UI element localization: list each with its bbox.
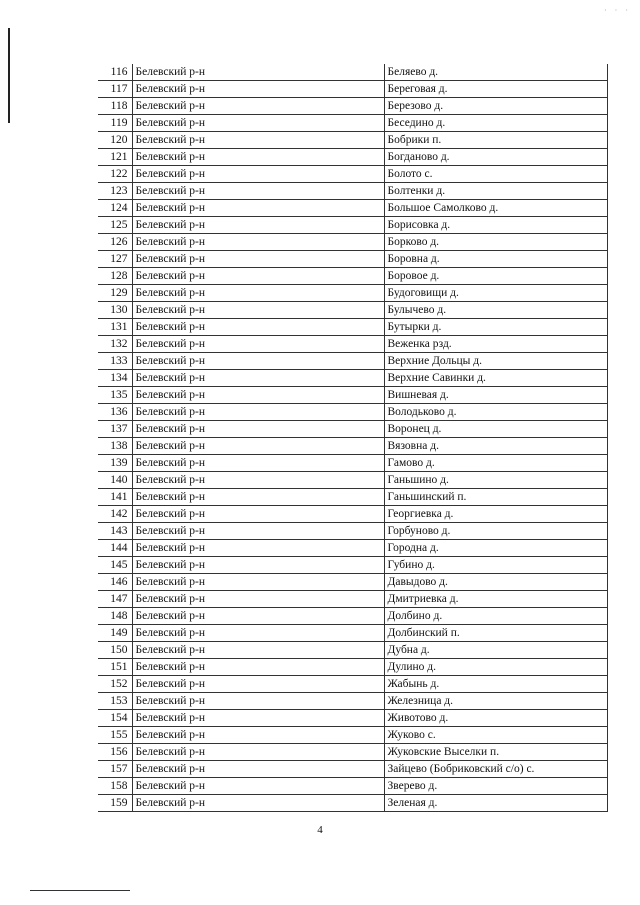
table-row xyxy=(98,523,607,540)
settlement-cell: Жуково с. xyxy=(384,727,607,744)
district-cell: Белевский р-н xyxy=(132,98,384,115)
settlement-cell: Верхние Дольцы д. xyxy=(384,353,607,370)
row-number: 135 xyxy=(98,387,132,404)
settlement-cell: Верхние Савинки д. xyxy=(384,370,607,387)
district-cell: Белевский р-н xyxy=(132,251,384,268)
row-number: 143 xyxy=(98,523,132,540)
district-cell: Белевский р-н xyxy=(132,387,384,404)
row-number: 155 xyxy=(98,727,132,744)
row-number: 140 xyxy=(98,472,132,489)
row-number: 126 xyxy=(98,234,132,251)
table-row xyxy=(98,574,607,591)
district-cell: Белевский р-н xyxy=(132,336,384,353)
settlement-cell: Животово д. xyxy=(384,710,607,727)
settlement-cell: Горбуново д. xyxy=(384,523,607,540)
district-cell: Белевский р-н xyxy=(132,285,384,302)
district-cell: Белевский р-н xyxy=(132,506,384,523)
district-cell: Белевский р-н xyxy=(132,302,384,319)
table-row xyxy=(98,761,607,778)
row-number: 141 xyxy=(98,489,132,506)
row-number: 131 xyxy=(98,319,132,336)
district-cell: Белевский р-н xyxy=(132,200,384,217)
settlement-cell: Беляево д. xyxy=(384,64,607,81)
table-row xyxy=(98,421,607,438)
settlement-cell: Березово д. xyxy=(384,98,607,115)
table-row xyxy=(98,404,607,421)
settlement-cell: Дулино д. xyxy=(384,659,607,676)
settlement-cell: Булычево д. xyxy=(384,302,607,319)
district-cell: Белевский р-н xyxy=(132,132,384,149)
settlement-cell: Будоговищи д. xyxy=(384,285,607,302)
row-number: 120 xyxy=(98,132,132,149)
table-row xyxy=(98,608,607,625)
row-number: 127 xyxy=(98,251,132,268)
settlement-cell: Давыдово д. xyxy=(384,574,607,591)
row-number: 121 xyxy=(98,149,132,166)
table-row xyxy=(98,472,607,489)
district-cell: Белевский р-н xyxy=(132,693,384,710)
table-row xyxy=(98,319,607,336)
district-cell: Белевский р-н xyxy=(132,64,384,81)
settlement-cell: Большое Самолково д. xyxy=(384,200,607,217)
district-cell: Белевский р-н xyxy=(132,472,384,489)
district-cell: Белевский р-н xyxy=(132,676,384,693)
table-row xyxy=(98,676,607,693)
district-cell: Белевский р-н xyxy=(132,778,384,795)
row-number: 134 xyxy=(98,370,132,387)
row-number: 157 xyxy=(98,761,132,778)
settlement-cell: Ганьшино д. xyxy=(384,472,607,489)
table-row xyxy=(98,200,607,217)
district-cell: Белевский р-н xyxy=(132,761,384,778)
district-cell: Белевский р-н xyxy=(132,421,384,438)
district-cell: Белевский р-н xyxy=(132,659,384,676)
row-number: 158 xyxy=(98,778,132,795)
district-cell: Белевский р-н xyxy=(132,540,384,557)
settlement-cell: Бутырки д. xyxy=(384,319,607,336)
table-row xyxy=(98,795,607,812)
district-cell: Белевский р-н xyxy=(132,166,384,183)
row-number: 132 xyxy=(98,336,132,353)
district-cell: Белевский р-н xyxy=(132,727,384,744)
district-cell: Белевский р-н xyxy=(132,353,384,370)
settlement-cell: Боровна д. xyxy=(384,251,607,268)
scan-underline-mark xyxy=(30,890,130,891)
row-number: 153 xyxy=(98,693,132,710)
table-row xyxy=(98,353,607,370)
scan-edge-mark xyxy=(8,28,10,123)
district-cell: Белевский р-н xyxy=(132,574,384,591)
row-number: 125 xyxy=(98,217,132,234)
settlement-cell: Борисовка д. xyxy=(384,217,607,234)
district-cell: Белевский р-н xyxy=(132,149,384,166)
settlement-cell: Борково д. xyxy=(384,234,607,251)
district-cell: Белевский р-н xyxy=(132,268,384,285)
district-cell: Белевский р-н xyxy=(132,404,384,421)
settlement-cell: Зверево д. xyxy=(384,778,607,795)
row-number: 142 xyxy=(98,506,132,523)
settlement-cell: Веженка рзд. xyxy=(384,336,607,353)
row-number: 136 xyxy=(98,404,132,421)
district-cell: Белевский р-н xyxy=(132,370,384,387)
row-number: 128 xyxy=(98,268,132,285)
settlement-cell: Железница д. xyxy=(384,693,607,710)
table-row xyxy=(98,251,607,268)
row-number: 150 xyxy=(98,642,132,659)
settlement-cell: Зайцево (Бобриковский с/о) с. xyxy=(384,761,607,778)
settlement-cell: Воронец д. xyxy=(384,421,607,438)
settlement-cell: Бобрики п. xyxy=(384,132,607,149)
district-cell: Белевский р-н xyxy=(132,115,384,132)
district-cell: Белевский р-н xyxy=(132,217,384,234)
row-number: 152 xyxy=(98,676,132,693)
page-number: 4 xyxy=(317,824,323,836)
district-cell: Белевский р-н xyxy=(132,455,384,472)
table-row xyxy=(98,217,607,234)
row-number: 154 xyxy=(98,710,132,727)
settlement-cell: Болтенки д. xyxy=(384,183,607,200)
settlement-cell: Долбинский п. xyxy=(384,625,607,642)
row-number: 138 xyxy=(98,438,132,455)
table-row xyxy=(98,710,607,727)
row-number: 118 xyxy=(98,98,132,115)
district-cell: Белевский р-н xyxy=(132,557,384,574)
table-row xyxy=(98,166,607,183)
table-row xyxy=(98,285,607,302)
district-cell: Белевский р-н xyxy=(132,795,384,812)
district-cell: Белевский р-н xyxy=(132,234,384,251)
row-number: 133 xyxy=(98,353,132,370)
settlement-cell: Беседино д. xyxy=(384,115,607,132)
row-number: 137 xyxy=(98,421,132,438)
table-row xyxy=(98,693,607,710)
table-row xyxy=(98,455,607,472)
row-number: 139 xyxy=(98,455,132,472)
table-row xyxy=(98,557,607,574)
settlement-cell: Володьково д. xyxy=(384,404,607,421)
row-number: 149 xyxy=(98,625,132,642)
table-row xyxy=(98,727,607,744)
district-cell: Белевский р-н xyxy=(132,710,384,727)
row-number: 122 xyxy=(98,166,132,183)
table-row xyxy=(98,370,607,387)
district-cell: Белевский р-н xyxy=(132,608,384,625)
settlements-table-body xyxy=(98,64,607,812)
row-number: 129 xyxy=(98,285,132,302)
settlement-cell: Боровое д. xyxy=(384,268,607,285)
row-number: 145 xyxy=(98,557,132,574)
row-number: 146 xyxy=(98,574,132,591)
table-row xyxy=(98,778,607,795)
district-cell: Белевский р-н xyxy=(132,591,384,608)
district-cell: Белевский р-н xyxy=(132,81,384,98)
settlement-cell: Долбино д. xyxy=(384,608,607,625)
table-row xyxy=(98,183,607,200)
district-cell: Белевский р-н xyxy=(132,523,384,540)
row-number: 124 xyxy=(98,200,132,217)
table-row xyxy=(98,149,607,166)
row-number: 116 xyxy=(98,64,132,81)
table-row xyxy=(98,540,607,557)
settlement-cell: Ганьшинский п. xyxy=(384,489,607,506)
table-row xyxy=(98,659,607,676)
row-number: 117 xyxy=(98,81,132,98)
settlement-cell: Гамово д. xyxy=(384,455,607,472)
settlement-cell: Георгиевка д. xyxy=(384,506,607,523)
district-cell: Белевский р-н xyxy=(132,319,384,336)
table-row xyxy=(98,132,607,149)
district-cell: Белевский р-н xyxy=(132,489,384,506)
table-row xyxy=(98,506,607,523)
table-row xyxy=(98,336,607,353)
settlement-cell: Жуковские Выселки п. xyxy=(384,744,607,761)
settlement-cell: Городна д. xyxy=(384,540,607,557)
settlement-cell: Береговая д. xyxy=(384,81,607,98)
row-number: 119 xyxy=(98,115,132,132)
table-row xyxy=(98,489,607,506)
row-number: 151 xyxy=(98,659,132,676)
district-cell: Белевский р-н xyxy=(132,642,384,659)
settlement-cell: Богданово д. xyxy=(384,149,607,166)
table-row xyxy=(98,234,607,251)
settlement-cell: Вишневая д. xyxy=(384,387,607,404)
row-number: 130 xyxy=(98,302,132,319)
settlement-cell: Дмитриевка д. xyxy=(384,591,607,608)
settlement-cell: Болото с. xyxy=(384,166,607,183)
settlement-cell: Жабынь д. xyxy=(384,676,607,693)
row-number: 156 xyxy=(98,744,132,761)
settlement-cell: Губино д. xyxy=(384,557,607,574)
table-row xyxy=(98,642,607,659)
settlements-table xyxy=(98,64,608,812)
row-number: 147 xyxy=(98,591,132,608)
table-row xyxy=(98,387,607,404)
table-row xyxy=(98,302,607,319)
row-number: 123 xyxy=(98,183,132,200)
settlement-cell: Зеленая д. xyxy=(384,795,607,812)
scan-noise-dots: · · · xyxy=(604,6,631,15)
table-row xyxy=(98,591,607,608)
settlement-cell: Дубна д. xyxy=(384,642,607,659)
row-number: 159 xyxy=(98,795,132,812)
row-number: 148 xyxy=(98,608,132,625)
district-cell: Белевский р-н xyxy=(132,625,384,642)
table-row xyxy=(98,744,607,761)
table-row xyxy=(98,268,607,285)
table-row xyxy=(98,115,607,132)
settlement-cell: Вязовна д. xyxy=(384,438,607,455)
table-row xyxy=(98,438,607,455)
table-row xyxy=(98,98,607,115)
table-row xyxy=(98,625,607,642)
district-cell: Белевский р-н xyxy=(132,744,384,761)
district-cell: Белевский р-н xyxy=(132,438,384,455)
district-cell: Белевский р-н xyxy=(132,183,384,200)
row-number: 144 xyxy=(98,540,132,557)
table-row xyxy=(98,64,607,81)
table-row xyxy=(98,81,607,98)
